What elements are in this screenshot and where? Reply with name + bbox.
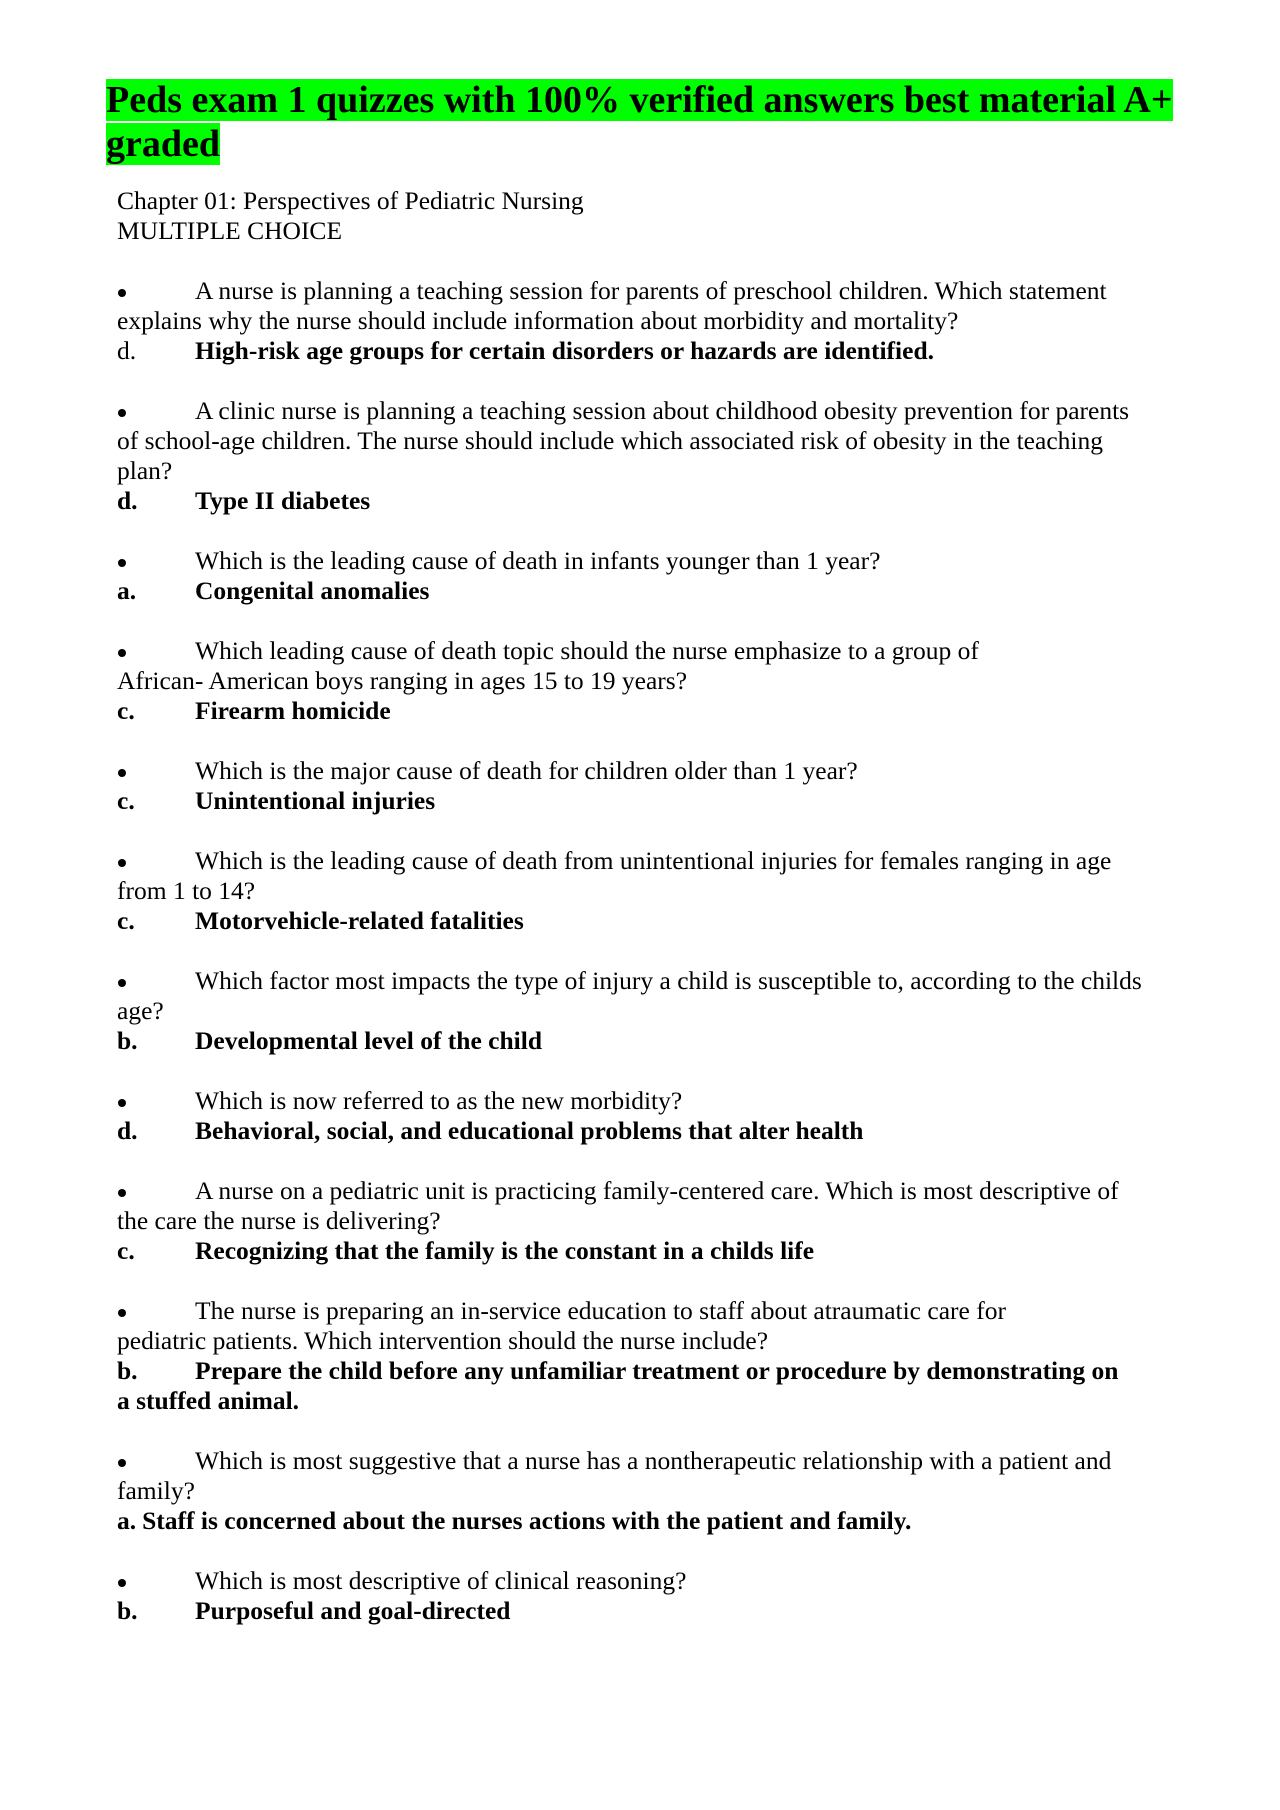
answer-text: Prepare the child before any unfamiliar treatment or procedure by demonstrating on xyxy=(195,1356,1119,1385)
answer-text: Purposeful and goal-directed xyxy=(195,1596,511,1625)
question-text-line xyxy=(117,396,1177,426)
answer-text: High-risk age groups for certain disorders or hazards are identified. xyxy=(195,336,935,365)
question-text-line xyxy=(117,456,1177,486)
answer-letter: c. xyxy=(117,696,135,725)
answer-line xyxy=(117,576,1177,606)
answer-text: Congenital anomalies xyxy=(195,576,430,605)
question-text-line xyxy=(117,1476,1177,1506)
answer-line xyxy=(117,786,1177,816)
question-text: A nurse on a pediatric unit is practicing family-centered care. Which is most descriptive of xyxy=(195,1176,1119,1205)
question-text: Which is most descriptive of clinical reasoning? xyxy=(195,1566,687,1595)
answer-text: Staff is concerned about the nurses actions with the patient and family. xyxy=(142,1506,912,1535)
answer-letter: c. xyxy=(117,906,135,935)
question-text: The nurse is preparing an in-service education to staff about atraumatic care for xyxy=(195,1296,1006,1325)
question-text: age? xyxy=(117,996,164,1025)
question-text-line xyxy=(117,1326,1177,1356)
question-text-line xyxy=(117,1086,1177,1116)
answer-line xyxy=(117,1236,1177,1266)
question-text-line xyxy=(117,276,1177,306)
question-text-line xyxy=(117,996,1177,1026)
question-text: Which is the leading cause of death from unintentional injuries for females ranging in age xyxy=(195,846,1112,875)
answer-text: Developmental level of the child xyxy=(195,1026,543,1055)
question-text-line xyxy=(117,546,1177,576)
question-text: A clinic nurse is planning a teaching session about childhood obesity prevention for parents xyxy=(195,396,1130,425)
question-text: Which leading cause of death topic should the nurse emphasize to a group of xyxy=(195,636,979,665)
question-text-line xyxy=(117,966,1177,996)
question-text-line xyxy=(117,1296,1177,1326)
question-text: explains why the nurse should include information about morbidity and mortality? xyxy=(117,306,959,335)
answer-line xyxy=(117,696,1177,726)
answer-line xyxy=(117,1596,1177,1626)
chapter-heading: Chapter 01: Perspectives of Pediatric Nursing xyxy=(117,186,584,215)
question-item xyxy=(117,1566,1177,1626)
answer-text: Firearm homicide xyxy=(195,696,391,725)
question-text: Which factor most impacts the type of injury a child is susceptible to, according to the childs xyxy=(195,966,1142,995)
answer-letter: d. xyxy=(117,1116,138,1145)
answer-letter: b. xyxy=(117,1356,138,1385)
question-item xyxy=(117,546,1177,606)
question-text: the care the nurse is delivering? xyxy=(117,1206,441,1235)
question-text: from 1 to 14? xyxy=(117,876,256,905)
answer-text: Unintentional injuries xyxy=(195,786,436,815)
answer-text: Recognizing that the family is the constant in a childs life xyxy=(195,1236,815,1265)
answer-line xyxy=(117,906,1177,936)
answer-line xyxy=(117,1116,1177,1146)
answer-line xyxy=(117,1386,1177,1416)
question-text-line xyxy=(117,1446,1177,1476)
question-text-line xyxy=(117,1176,1177,1206)
question-list xyxy=(117,276,1177,1626)
question-item xyxy=(117,846,1177,936)
question-text-line xyxy=(117,876,1177,906)
document-title-text: Peds exam 1 quizzes with 100% verified answers best material A+ graded xyxy=(106,79,1173,165)
question-text: Which is now referred to as the new morbidity? xyxy=(195,1086,683,1115)
answer-text: a stuffed animal. xyxy=(117,1386,300,1415)
question-text-line xyxy=(117,636,1177,666)
question-text-line xyxy=(117,1206,1177,1236)
answer-letter: a. xyxy=(117,1506,137,1535)
answer-line xyxy=(117,1026,1177,1056)
question-item xyxy=(117,1176,1177,1266)
answer-letter: d. xyxy=(117,336,137,365)
answer-line xyxy=(117,1506,1177,1536)
answer-letter: c. xyxy=(117,786,135,815)
answer-letter: b. xyxy=(117,1026,138,1055)
question-item xyxy=(117,1296,1177,1416)
question-text: African- American boys ranging in ages 15 to 19 years? xyxy=(117,666,688,695)
answer-text: Motorvehicle-related fatalities xyxy=(195,906,524,935)
question-item xyxy=(117,1446,1177,1536)
question-item xyxy=(117,756,1177,816)
question-item xyxy=(117,1086,1177,1146)
answer-text: Type II diabetes xyxy=(195,486,371,515)
answer-letter: b. xyxy=(117,1596,138,1625)
question-text-line xyxy=(117,756,1177,786)
question-text: A nurse is planning a teaching session for parents of preschool children. Which statement xyxy=(195,276,1107,305)
answer-letter: d. xyxy=(117,486,138,515)
question-text: of school-age children. The nurse should include which associated risk of obesity in the teaching xyxy=(117,426,1103,455)
question-text-line xyxy=(117,666,1177,696)
question-item xyxy=(117,966,1177,1056)
question-text: family? xyxy=(117,1476,195,1505)
answer-line xyxy=(117,336,1177,366)
question-text: plan? xyxy=(117,456,173,485)
question-text: Which is the major cause of death for children older than 1 year? xyxy=(195,756,858,785)
question-text: Which is the leading cause of death in infants younger than 1 year? xyxy=(195,546,881,575)
question-text: Which is most suggestive that a nurse has a nontherapeutic relationship with a patient and xyxy=(195,1446,1112,1475)
question-text: pediatric patients. Which intervention should the nurse include? xyxy=(117,1326,769,1355)
question-item xyxy=(117,636,1177,726)
question-item xyxy=(117,396,1177,516)
section-heading: MULTIPLE CHOICE xyxy=(117,216,343,245)
question-text-line xyxy=(117,306,1177,336)
document-body xyxy=(117,186,1177,1626)
answer-line xyxy=(117,1356,1177,1386)
answer-line xyxy=(117,486,1177,516)
answer-letter: a. xyxy=(117,576,137,605)
answer-text: Behavioral, social, and educational problems that alter health xyxy=(195,1116,864,1145)
document-title xyxy=(106,78,1186,166)
question-item xyxy=(117,276,1177,366)
question-text-line xyxy=(117,846,1177,876)
question-text-line xyxy=(117,1566,1177,1596)
question-text-line xyxy=(117,426,1177,456)
answer-letter: c. xyxy=(117,1236,135,1265)
